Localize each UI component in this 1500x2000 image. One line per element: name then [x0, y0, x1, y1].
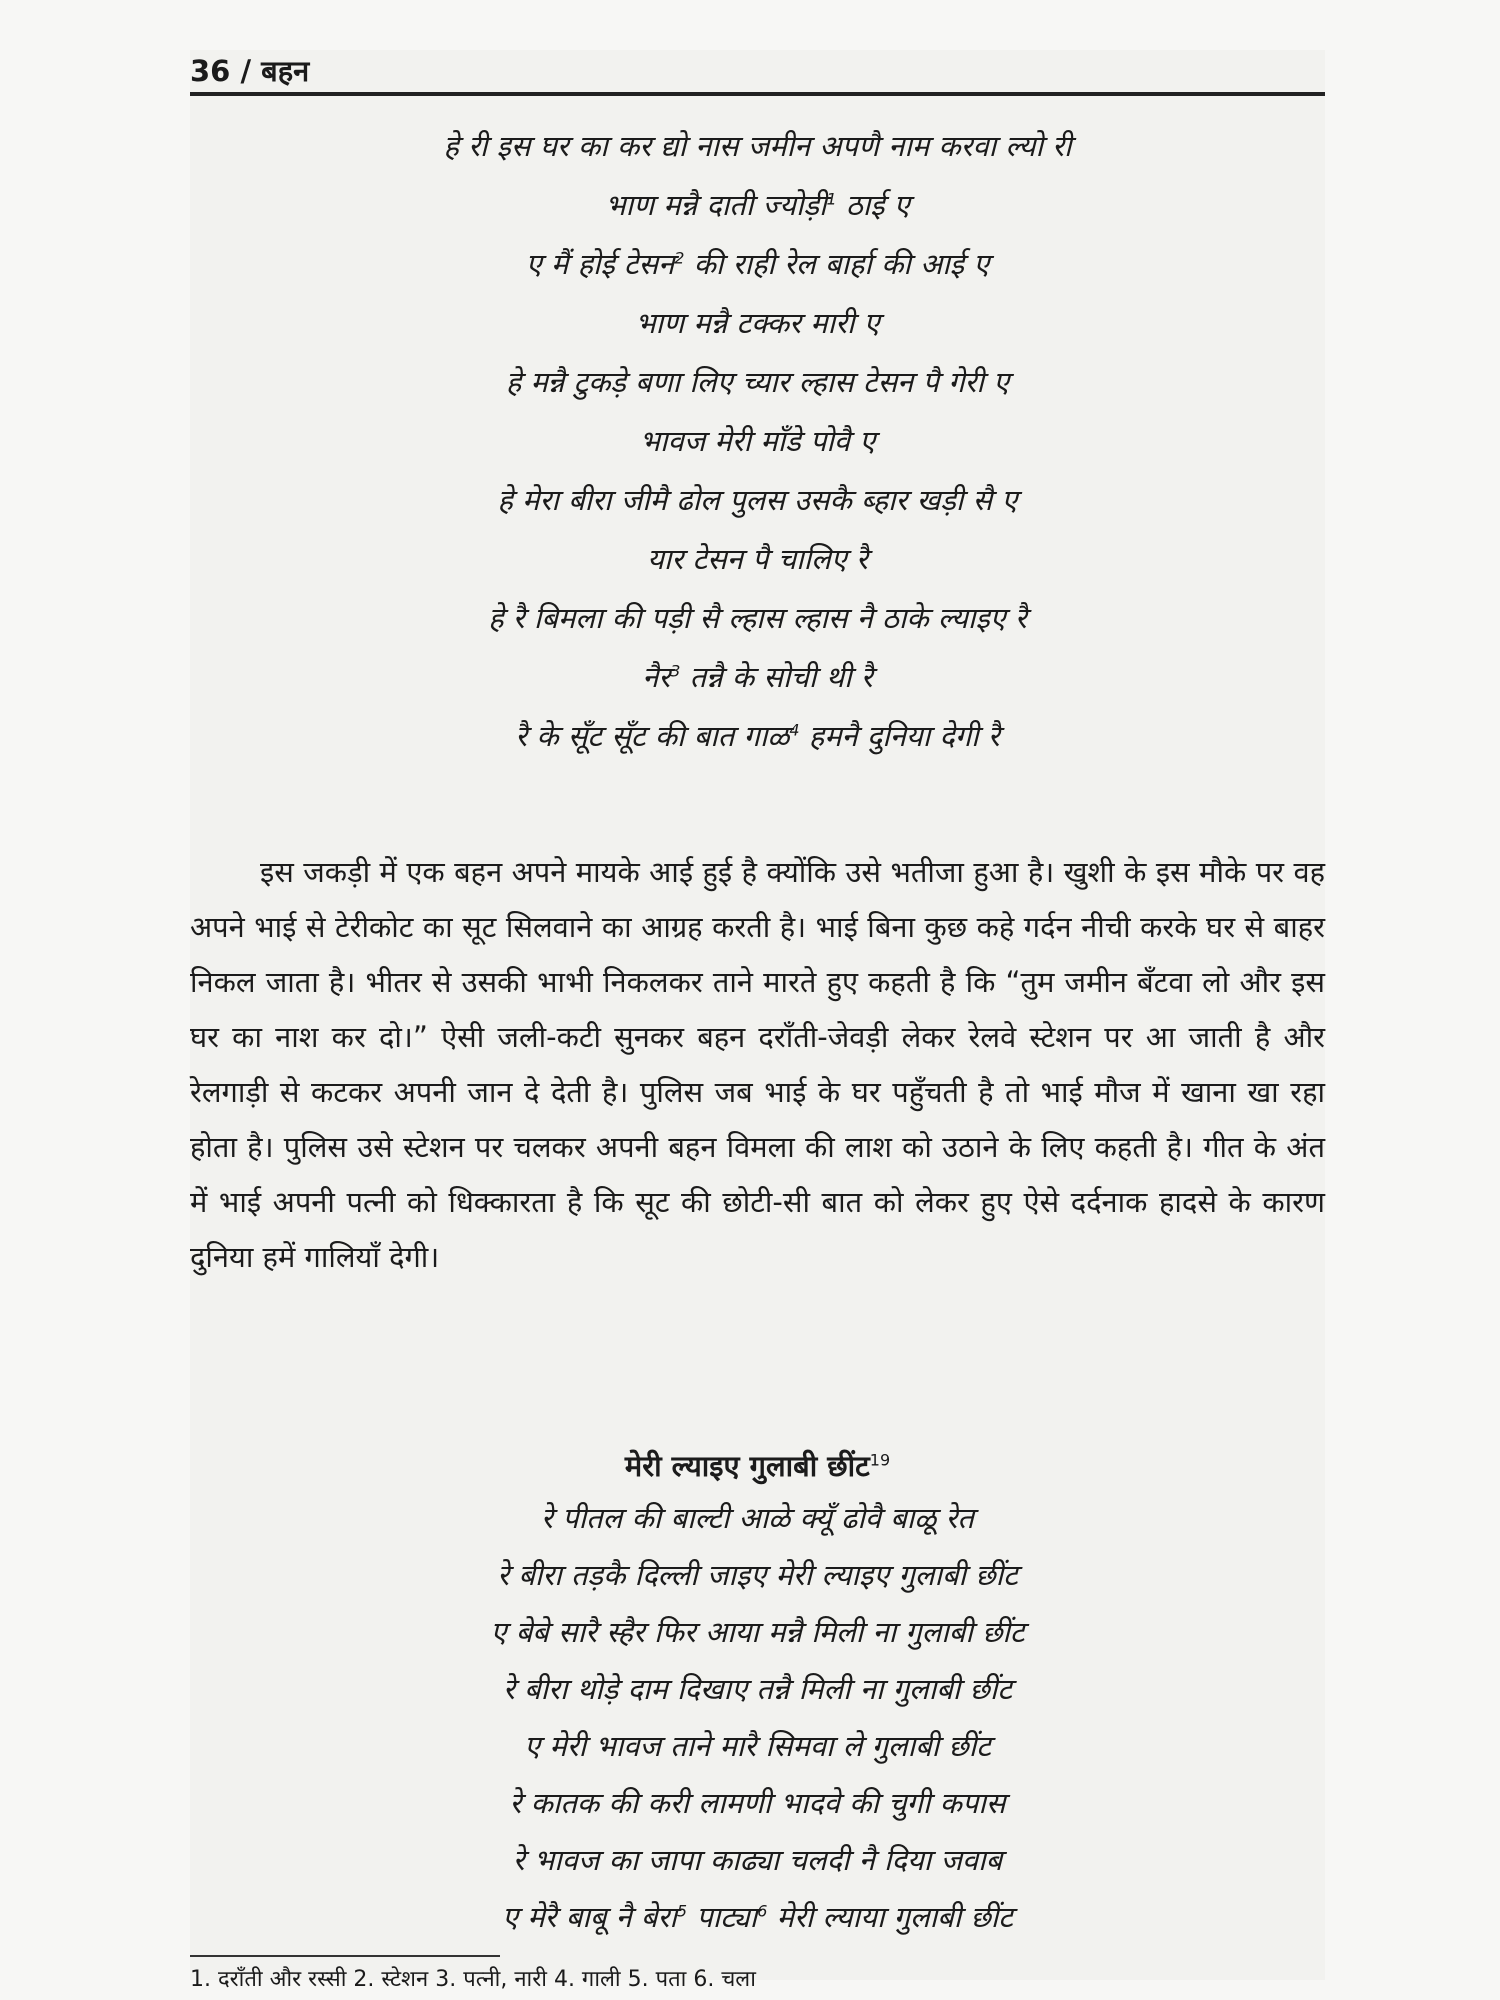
poem-line: ए मेरी भावज ताने मारै सिमवा ले गुलाबी छींट — [524, 1729, 991, 1763]
footnote-divider — [190, 1955, 500, 1957]
song-title: मेरी ल्याइए गुलाबी छींट$^{19}$ — [624, 1449, 891, 1483]
poem-line: हे रै बिमला की पड़ी सै ल्हास ल्हास नै ठाके ल्याइए रै — [488, 601, 1027, 635]
footnote-marker: 1 — [826, 189, 837, 209]
footnote-marker: 19 — [869, 1450, 891, 1470]
book-page — [190, 50, 1325, 1992]
poem-line: रै के सूँट सूँट की बात गाळ$^4$ हमनै दुनिया देगी रै — [515, 719, 1000, 753]
page-header — [190, 50, 1325, 96]
footnote-marker: 2 — [674, 248, 685, 268]
poem-stanza-1 — [190, 117, 1325, 766]
poem-line: यार टेसन पै चालिए रै — [647, 542, 868, 576]
footnote-marker: 3 — [670, 661, 681, 681]
poem-stanza-2 — [190, 1490, 1325, 1946]
poem-line: हे मेरा बीरा जीमै ढोल पुलस उसकै ब्हार खड़ी सै ए — [497, 483, 1018, 517]
poem-line: रे पीतल की बाल्टी आळे क्यूँ ढोवै बाळू रेत — [541, 1501, 974, 1535]
poem-line: रे कातक की करी लामणी भादवे की चुगी कपास — [509, 1786, 1006, 1820]
poem-line: ए बेबे सारै स्हैर फिर आया मन्नै मिली ना गुलाबी छींट — [490, 1615, 1025, 1649]
poem-line: भाण मन्नै टक्कर मारी ए — [635, 306, 880, 340]
poem-line: रे भावज का जापा काढ्या चलदी नै दिया जवाब — [512, 1843, 1003, 1877]
page-number-and-title: 36 / बहन — [190, 54, 310, 88]
poem-line: ए मैं होई टेसन$^2$ की राही रेल बार्हा की आई ए — [525, 247, 990, 281]
footnote-marker: 5 — [676, 1901, 688, 1921]
poem-line: ए मेरै बाबू नै बेरा$^5$ पाट्या$^6$ मेरी ल्याया गुलाबी छींट — [502, 1900, 1013, 1934]
footnote-marker: 6 — [757, 1901, 768, 1921]
poem-line: भाण मन्नै दाती ज्योड़ी$^1$ ठाई ए — [605, 188, 910, 222]
poem-line: नैर$^3$ तन्नै के सोची थी रै — [642, 660, 873, 694]
poem-line: हे री इस घर का कर द्यो नास जमीन अपणै नाम करवा ल्यो री — [443, 129, 1072, 163]
poem-line: हे मन्नै टुकड़े बणा लिए च्यार ल्हास टेसन पै गेरी ए — [505, 365, 1010, 399]
explanation-paragraph: इस जकड़ी में एक बहन अपने मायके आई हुई है क्योंकि उसे भतीजा हुआ है। खुशी के इस मौके पर वह अपने भाई से टेरीकोट का सूट सिलवाने का आग्रह करती है। भाई बिना कुछ कहे गर्दन नीची करके घर से बाहर निकल जाता है। भीतर से उसकी भाभी निकलकर ताने मारते हुए कहती है कि “तुम जमीन बँटवा लो और इस घर का नाश कर दो।” ऐसी जली-कटी सुनकर बहन दराँती-जेवड़ी लेकर रेलवे स्टेशन पर आ जाती है और रेलगाड़ी से कटकर अपनी जान दे देती है। पुलिस जब भाई के घर पहुँचती है तो भाई मौज में खाना खा रहा होता है। पुलिस उसे स्टेशन पर चलकर अपनी बहन विमला की लाश को उठाने के लिए कहती है। गीत के अंत में भाई अपनी पत्नी को धिक्कारता है कि सूट की छोटी-सी बात को लेकर हुए ऐसे दर्दनाक हादसे के कारण दुनिया हमें गालियाँ देगी। — [190, 855, 1325, 1274]
poem-line: रे बीरा थोड़े दाम दिखाए तन्नै मिली ना गुलाबी छींट — [503, 1672, 1012, 1706]
poem-line: रे बीरा तड़कै दिल्ली जाइए मेरी ल्याइए गुलाबी छींट — [497, 1558, 1018, 1592]
footnote-marker: 4 — [789, 720, 800, 740]
poem-line: भावज मेरी माँडे पोवै ए — [639, 424, 876, 458]
footnotes: 1. दराँती और रस्सी 2. स्टेशन 3. पत्नी, नारी 4. गाली 5. पता 6. चला — [190, 1967, 756, 1992]
